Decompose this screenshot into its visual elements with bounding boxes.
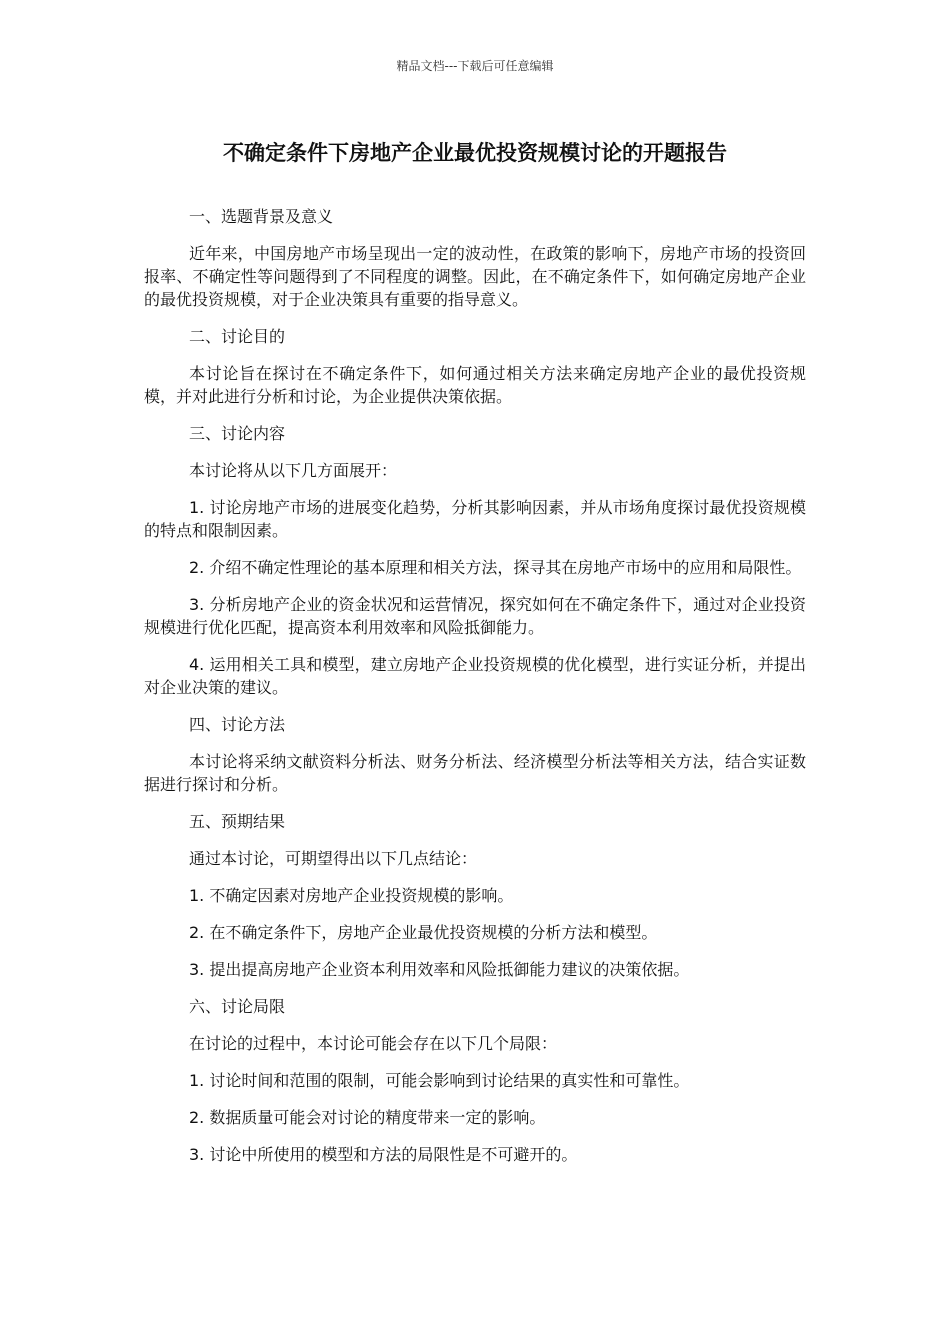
list-item-limitations-3: 3. 讨论中所使用的模型和方法的局限性是不可避开的。 [189,1145,578,1164]
list-item-results-2: 2. 在不确定条件下，房地产企业最优投资规模的分析方法和模型。 [189,923,658,942]
list-item-content-1: 1. 讨论房地产市场的进展变化趋势，分析其影响因素，并从市场角度探讨最优投资规模的特点和限制因素。 [144,498,806,540]
section-heading-background: 一、选题背景及意义 [189,207,334,226]
paragraph-background: 近年来，中国房地产市场呈现出一定的波动性，在政策的影响下，房地产市场的投资回报率、不确定性等问题得到了不同程度的调整。因此，在不确定条件下，如何确定房地产企业的最优投资规模，对于企业决策具有重要的指导意义。 [144,244,806,309]
paragraph-purpose: 本讨论旨在探讨在不确定条件下，如何通过相关方法来确定房地产企业的最优投资规模，并对此进行分析和讨论，为企业提供决策依据。 [144,364,806,406]
list-item-limitations-2: 2. 数据质量可能会对讨论的精度带来一定的影响。 [189,1108,546,1127]
list-item-limitations-1: 1. 讨论时间和范围的限制，可能会影响到讨论结果的真实性和可靠性。 [189,1071,690,1090]
paragraph-method: 本讨论将采纳文献资料分析法、财务分析法、经济模型分析法等相关方法，结合实证数据进行探讨和分析。 [144,752,806,794]
paragraph-results-intro: 通过本讨论，可期望得出以下几点结论： [189,849,478,868]
section-heading-results: 五、预期结果 [189,812,286,831]
paragraph-limitations-intro: 在讨论的过程中，本讨论可能会存在以下几个局限： [189,1034,558,1053]
list-item-content-3: 3. 分析房地产企业的资金状况和运营情况，探究如何在不确定条件下，通过对企业投资规模进行优化匹配，提高资本利用效率和风险抵御能力。 [144,595,806,637]
document-body [144,205,806,1180]
section-heading-purpose: 二、讨论目的 [189,327,286,346]
list-item-results-1: 1. 不确定因素对房地产企业投资规模的影响。 [189,886,514,905]
header-note: 精品文档---下载后可任意编辑 [396,59,554,73]
list-item-content-4: 4. 运用相关工具和模型，建立房地产企业投资规模的优化模型，进行实证分析，并提出对企业决策的建议。 [144,655,806,697]
document-title: 不确定条件下房地产企业最优投资规模讨论的开题报告 [223,141,727,165]
section-heading-limitations: 六、讨论局限 [189,997,286,1016]
section-heading-method: 四、讨论方法 [189,715,286,734]
list-item-results-3: 3. 提出提高房地产企业资本利用效率和风险抵御能力建议的决策依据。 [189,960,690,979]
paragraph-content-intro: 本讨论将从以下几方面展开： [189,461,398,480]
list-item-content-2: 2. 介绍不确定性理论的基本原理和相关方法，探寻其在房地产市场中的应用和局限性。 [189,558,802,577]
section-heading-content: 三、讨论内容 [189,424,286,443]
